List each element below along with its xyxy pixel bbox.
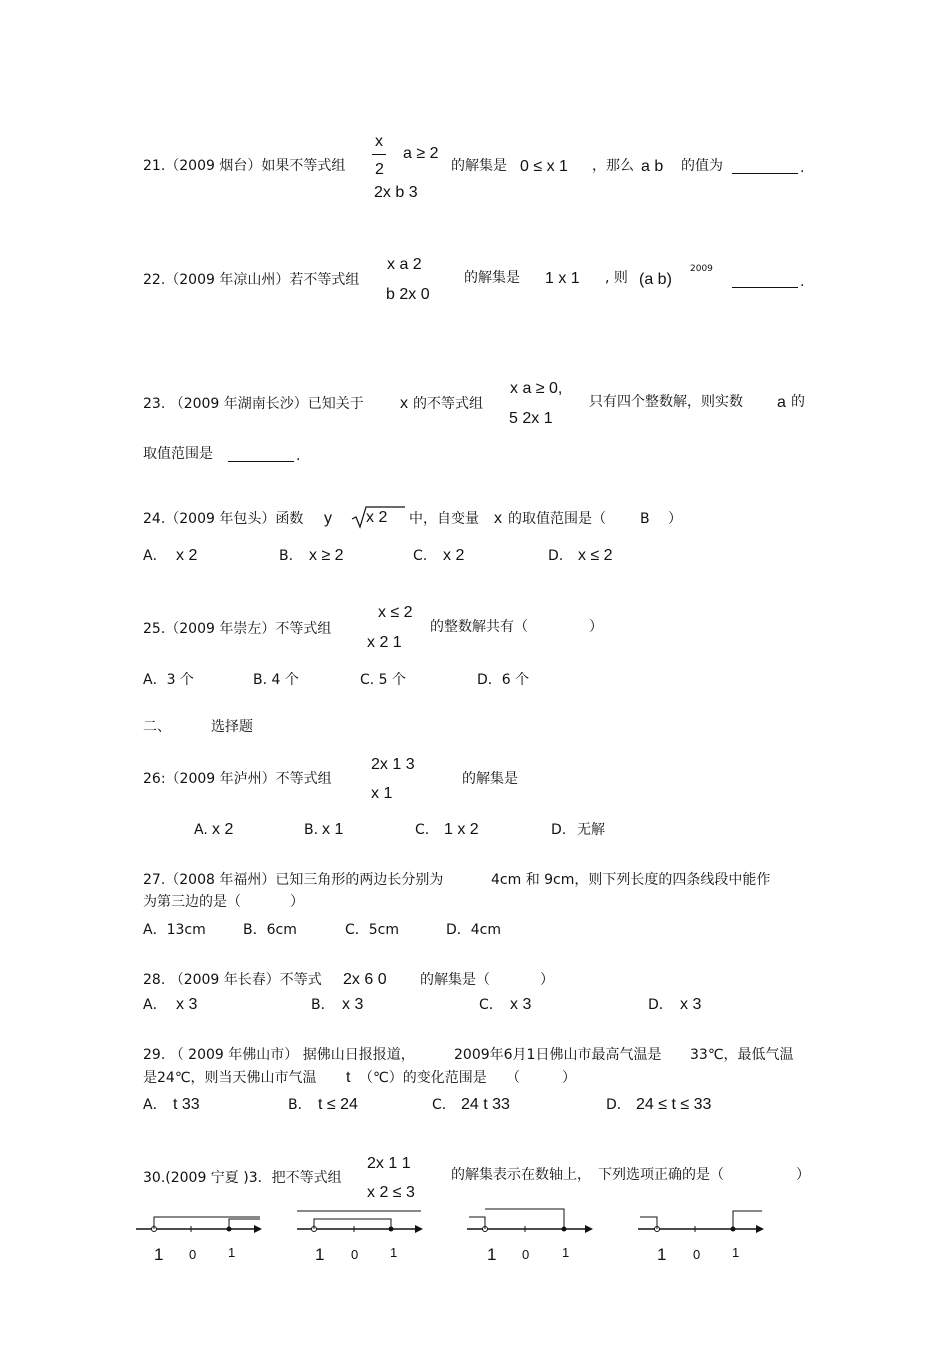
- q21-suffix: 的值为: [681, 158, 723, 174]
- q21-end: .: [800, 160, 805, 176]
- q30-prefix: 30.(2009 宁夏 )3．把不等式组: [143, 1170, 342, 1186]
- q24-radicand: x 2: [366, 509, 388, 526]
- q26-option-c: 1 x 2: [444, 821, 479, 838]
- q21-prefix: 21.（2009 烟台）如果不等式组: [143, 158, 346, 174]
- q29-option-b: t ≤ 24: [318, 1096, 358, 1113]
- q24-prefix: 24.（2009 年包头）函数: [143, 511, 304, 527]
- q24-option-c: x 2: [443, 547, 465, 564]
- axis-c-label-2: 0: [522, 1247, 530, 1262]
- q24-option-a-label: A．: [143, 548, 167, 564]
- axis-b-label-2: 0: [351, 1247, 359, 1262]
- q24-suffix: 的取值范围是（: [508, 511, 606, 527]
- section-title: 选择题: [211, 719, 253, 735]
- q22-expr: (a b): [639, 271, 672, 288]
- q24-y: y: [324, 510, 332, 527]
- q30-row2: x 2 ≤ 3: [367, 1184, 415, 1201]
- q27-option-c: C．5cm: [345, 922, 400, 938]
- q21-mid2: ，那么: [592, 158, 634, 174]
- q27-option-a: A．13cm: [143, 922, 206, 938]
- q22-prefix: 22.（2009 年凉山州）若不等式组: [143, 272, 360, 288]
- q28-option-a-label: A．: [143, 997, 167, 1013]
- q29-close: ）: [562, 1070, 576, 1086]
- q25-row1: x ≤ 2: [378, 604, 413, 621]
- q28-suffix: 的解集是（: [420, 972, 490, 988]
- q26-row1: 2x 1 3: [371, 756, 415, 773]
- q26-suffix: 的解集是: [462, 771, 518, 787]
- q26-row2: x 1: [371, 785, 393, 802]
- q23-prefix: 23. （2009 年湖南长沙）已知关于: [143, 396, 364, 412]
- q29-t: t: [346, 1069, 351, 1086]
- q25-row2: x 2 1: [367, 634, 402, 651]
- q21-frac-bar: [372, 154, 386, 155]
- q26-option-b: x 1: [322, 821, 344, 838]
- q29-line1b: 2009年6月1日佛山市最高气温是: [454, 1047, 662, 1063]
- q23-suffix: 只有四个整数解，则实数: [589, 394, 743, 410]
- q23-answer-blank: [228, 461, 294, 462]
- q28-prefix: 28. （2009 年长春）不等式: [143, 972, 322, 988]
- q25-suffix: 的整数解共有（: [430, 619, 528, 635]
- q23-row1: x a ≥ 0,: [510, 380, 563, 397]
- q30-suffix2: 下列选项正确的是（: [598, 1167, 724, 1183]
- axis-b-label-3: 1: [390, 1245, 398, 1260]
- q26-option-a-label: A.: [194, 822, 208, 838]
- q30-row1: 2x 1 1: [367, 1155, 411, 1172]
- q29-option-d-label: D．: [606, 1097, 631, 1113]
- q26-option-b-label: B.: [304, 822, 319, 838]
- q25-option-d: D．6 个: [477, 672, 530, 688]
- q24-option-b-label: B.: [279, 548, 294, 564]
- axis-a-label-1: 1: [154, 1245, 164, 1264]
- q28-option-b: x 3: [342, 996, 364, 1013]
- q21-solution: 0 ≤ x 1: [520, 158, 568, 175]
- axis-d-label-2: 0: [693, 1247, 701, 1262]
- q22-end: .: [800, 274, 805, 290]
- q23-end: .: [296, 448, 301, 464]
- q29-line1a: 29. （ 2009 年佛山市） 据佛山日报报道，: [143, 1047, 415, 1063]
- q25-option-b: B. 4 个: [253, 672, 299, 688]
- q29-option-a: t 33: [173, 1096, 200, 1113]
- q28-option-b-label: B．: [311, 997, 335, 1013]
- q29-line1c: 33℃，最低气温: [690, 1047, 794, 1063]
- q25-prefix: 25.（2009 年崇左）不等式组: [143, 621, 332, 637]
- q21-row2: 2x b 3: [374, 184, 418, 201]
- q25-close: ）: [589, 619, 603, 635]
- q24-option-d-label: D.: [548, 548, 564, 564]
- axis-d-label-3: 1: [732, 1245, 740, 1260]
- q29-line2a: 是24℃，则当天佛山市气温: [143, 1070, 317, 1086]
- q29-paren: （: [506, 1070, 520, 1086]
- q25-option-c: C. 5 个: [360, 672, 407, 688]
- axis-b-label-1: 1: [315, 1245, 325, 1264]
- q23-x: x: [400, 395, 408, 412]
- q22-exponent: 2009: [690, 264, 713, 274]
- q21-mid1: 的解集是: [451, 158, 507, 174]
- q27-close: ）: [290, 894, 304, 910]
- axis-c-label-3: 1: [562, 1245, 570, 1260]
- q26-option-c-label: C.: [415, 822, 430, 838]
- q23-suffix2: 的: [791, 394, 805, 410]
- q22-solution: 1 x 1: [545, 270, 580, 287]
- q27-values: 4cm 和 9cm，则下列长度的四条线段中能作: [491, 872, 771, 888]
- q29-option-a-label: A．: [143, 1097, 167, 1113]
- q22-answer-blank: [732, 287, 798, 288]
- q22-row1: x a 2: [387, 256, 422, 273]
- q27-prefix: 27.（2008 年福州）已知三角形的两边长分别为: [143, 872, 444, 888]
- axis-c-label-1: 1: [487, 1245, 497, 1264]
- number-line-option-b: [297, 1206, 427, 1264]
- q24-answer: B: [640, 511, 650, 527]
- q21-row1: a ≥ 2: [403, 145, 439, 162]
- q22-row2: b 2x 0: [386, 286, 430, 303]
- q22-mid1: 的解集是: [464, 270, 520, 286]
- number-line-option-c: [467, 1206, 597, 1264]
- axis-a-label-3: 1: [228, 1245, 236, 1260]
- q25-option-a: A．3 个: [143, 672, 194, 688]
- q21-ab: a b: [641, 158, 664, 175]
- q23-a: a: [777, 394, 786, 411]
- q30-suffix: 的解集表示在数轴上，: [451, 1167, 591, 1183]
- q29-line2b: （℃）的变化范围是: [359, 1070, 487, 1086]
- q28-expr: 2x 6 0: [343, 971, 387, 988]
- q28-option-c: x 3: [510, 996, 532, 1013]
- q27-option-d: D．4cm: [446, 922, 502, 938]
- q24-option-a: x 2: [176, 547, 198, 564]
- q27-line2: 为第三边的是（: [143, 894, 241, 910]
- q26-option-a: x 2: [212, 821, 234, 838]
- q21-frac-den: 2: [375, 161, 384, 178]
- q26-option-d-label: D.: [551, 822, 567, 838]
- q29-option-b-label: B．: [288, 1097, 312, 1113]
- q21-frac-num: x: [375, 133, 383, 150]
- q23-row2: 5 2x 1: [509, 410, 553, 427]
- q21-answer-blank: [732, 173, 798, 174]
- q24-x: x: [494, 510, 502, 527]
- q28-option-c-label: C．: [479, 997, 503, 1013]
- q30-close: ）: [796, 1167, 810, 1183]
- section-number: 二、: [143, 719, 171, 735]
- q24-option-b: x ≥ 2: [309, 547, 344, 564]
- q27-option-b: B．6cm: [243, 922, 297, 938]
- q24-mid: 中，自变量: [409, 511, 479, 527]
- q26-prefix: 26:（2009 年泸州）不等式组: [143, 771, 332, 787]
- q24-option-c-label: C.: [413, 548, 428, 564]
- q29-option-c-label: C．: [432, 1097, 456, 1113]
- q28-option-a: x 3: [176, 996, 198, 1013]
- q29-option-d: 24 ≤ t ≤ 33: [636, 1096, 712, 1113]
- q28-option-d: x 3: [680, 996, 702, 1013]
- q26-option-d: 无解: [577, 822, 605, 838]
- q28-option-d-label: D．: [648, 997, 673, 1013]
- q29-option-c: 24 t 33: [461, 1096, 510, 1113]
- q23-mid: 的不等式组: [413, 396, 483, 412]
- axis-a-label-2: 0: [189, 1247, 197, 1262]
- q22-mid2: , 则: [605, 270, 628, 286]
- number-line-option-d: [638, 1206, 768, 1264]
- q23-line2: 取值范围是: [143, 446, 213, 462]
- q28-close: ）: [540, 972, 554, 988]
- q24-option-d: x ≤ 2: [578, 547, 613, 564]
- q24-close: ）: [668, 511, 682, 527]
- number-line-option-a: [136, 1206, 266, 1264]
- axis-d-label-1: 1: [657, 1245, 667, 1264]
